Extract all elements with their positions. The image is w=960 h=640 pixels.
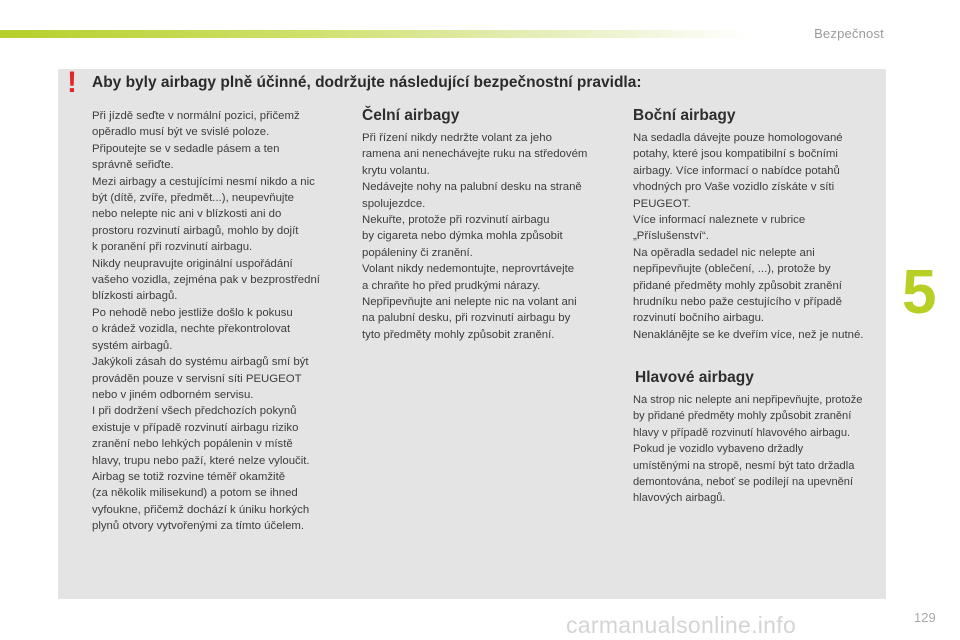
text-line: spolujezdce. — [362, 197, 426, 210]
text-line: tyto předměty mohly způsobit zranění. — [362, 328, 555, 341]
text-line: Na opěradla sedadel nic nelepte ani — [633, 246, 815, 259]
text-line: Nikdy neupravujte originální uspořádání — [92, 257, 293, 270]
text-line: k poranění při rozvinutí airbagu. — [92, 241, 253, 254]
text-line: plynů otvory vytvořenými za tímto účelem. — [92, 520, 305, 533]
header-accent-bar — [0, 30, 750, 38]
text-line: Na strop nic nelepte ani nepřipevňujte, protože — [633, 394, 863, 406]
text-line: Při řízení nikdy nedržte volant za jeho — [362, 132, 552, 144]
text-line: Pokud je vozidlo vybaveno držadly — [633, 443, 804, 456]
text-line: Nepřipevňujte ani nelepte nic na volant ani — [362, 296, 577, 309]
text-line: zranění nebo lehkých popálenin v místě — [92, 438, 293, 451]
text-line: a chraňte ho před prudkými nárazy. — [362, 279, 541, 292]
text-line: Více informací naleznete v rubrice — [633, 214, 806, 227]
general-rules-text — [92, 108, 350, 535]
text-line: Po nehodě nebo jestliže došlo k pokusu — [92, 306, 293, 319]
text-line: by cigareta nebo dýmka mohla způsobit — [362, 230, 563, 243]
text-line: vyfoukne, přičemž dochází k úniku horkých — [92, 503, 310, 516]
text-line: vhodných pro Vaše vozidlo získáte v síti — [633, 181, 835, 194]
chapter-number: 5 — [902, 258, 937, 327]
text-line: nebo nelepte nic ani v blízkosti ani do — [92, 208, 282, 221]
text-line: I při dodržení všech předchozích pokynů — [92, 405, 297, 418]
warning-icon: ! — [67, 66, 77, 99]
text-line: o krádež vozidla, nechte překontrolovat — [92, 323, 291, 336]
text-line: na palubní desku, při rozvinutí airbagu by — [362, 312, 571, 325]
text-line: prostoru rozvinutí airbagů, mohlo by dojít — [92, 224, 299, 237]
text-line: přidané předměty mohly způsobit zranění — [633, 279, 842, 292]
text-line: Nekuřte, protože při rozvinutí airbagu — [362, 214, 550, 227]
text-line: hlavových airbagů. — [633, 492, 726, 505]
text-line: hlavy, trupu nebo paží, které nelze vyloučit. — [92, 454, 310, 467]
text-line: vašeho vozidla, zejména pak v bezprostřední — [92, 274, 320, 287]
text-line: „Příslušenství“. — [633, 230, 709, 243]
text-line: blízkosti airbagů. — [92, 290, 178, 303]
text-line: rozvinutí bočního airbagu. — [633, 312, 765, 325]
text-line: být (dítě, zvíře, předmět...), neupevňujte — [92, 192, 294, 205]
text-line: demontována, neboť se podílejí na upevnění — [633, 476, 854, 489]
text-line: popáleniny či zranění. — [362, 246, 473, 259]
text-line: Airbag se totiž rozvine téměř okamžitě — [92, 470, 286, 483]
text-line: hlavy v případě rozvinutí hlavového airbagu. — [633, 426, 851, 439]
text-line: nepřipevňujte (oblečení, ...), protože by — [633, 263, 831, 276]
text-line: opěradlo musí být ve svislé poloze. — [92, 126, 270, 139]
text-line: (za několik milisekund) a potom se ihned — [92, 487, 298, 500]
side-airbags-heading: Boční airbagy — [633, 107, 736, 124]
text-line: Připoutejte se v sedadle pásem a ten — [92, 142, 280, 155]
text-line: umístěnými na stropě, nesmí být tato držadla — [633, 459, 855, 472]
text-line: by přidané předměty mohly způsobit zranění — [633, 410, 852, 423]
front-airbags-text — [362, 130, 614, 343]
page-number: 129 — [914, 610, 936, 625]
text-line: správně seřiďte. — [92, 159, 174, 172]
curtain-airbags-heading: Hlavové airbagy — [635, 369, 754, 386]
text-line: krytu volantu. — [362, 164, 430, 177]
text-line: Nedávejte nohy na palubní desku na straně — [362, 181, 582, 194]
watermark[interactable]: carmanualsonline.info — [566, 612, 797, 638]
text-line: existuje v případě rozvinutí airbagu riziko — [92, 421, 299, 434]
curtain-airbags-text — [633, 392, 883, 507]
text-line: systém airbagů. — [92, 339, 173, 352]
text-line: potahy, které jsou kompatibilní s bočními — [633, 148, 838, 161]
text-line: Volant nikdy nedemontujte, neprovrtávejte — [362, 263, 575, 276]
front-airbags-heading: Čelní airbagy — [362, 107, 460, 124]
text-line: Nenaklánějte se ke dveřím více, než je nutné. — [633, 328, 864, 341]
text-line: Při jízdě seďte v normální pozici, přičemž — [92, 110, 300, 122]
text-line: nebo v jiném odborném servisu. — [92, 388, 254, 401]
text-line: airbagy. Více informací o nabídce potahů — [633, 164, 840, 177]
section-title: Bezpečnost — [814, 26, 884, 41]
side-airbags-text — [633, 130, 883, 343]
text-line: Na sedadla dávejte pouze homologované — [633, 132, 843, 144]
text-line: PEUGEOT. — [633, 197, 691, 210]
text-line: Mezi airbagy a cestujícími nesmí nikdo a nic — [92, 175, 315, 188]
text-line: ramena ani nenechávejte ruku na středovém — [362, 148, 588, 161]
text-line: hrudníku nebo paže cestujícího v případě — [633, 296, 842, 309]
text-line: prováděn pouze v servisní síti PEUGEOT — [92, 372, 302, 385]
page-title: Aby byly airbagy plně účinné, dodržujte následující bezpečnostní pravidla: — [92, 74, 642, 91]
text-line: Jakýkoli zásah do systému airbagů smí být — [92, 356, 309, 369]
